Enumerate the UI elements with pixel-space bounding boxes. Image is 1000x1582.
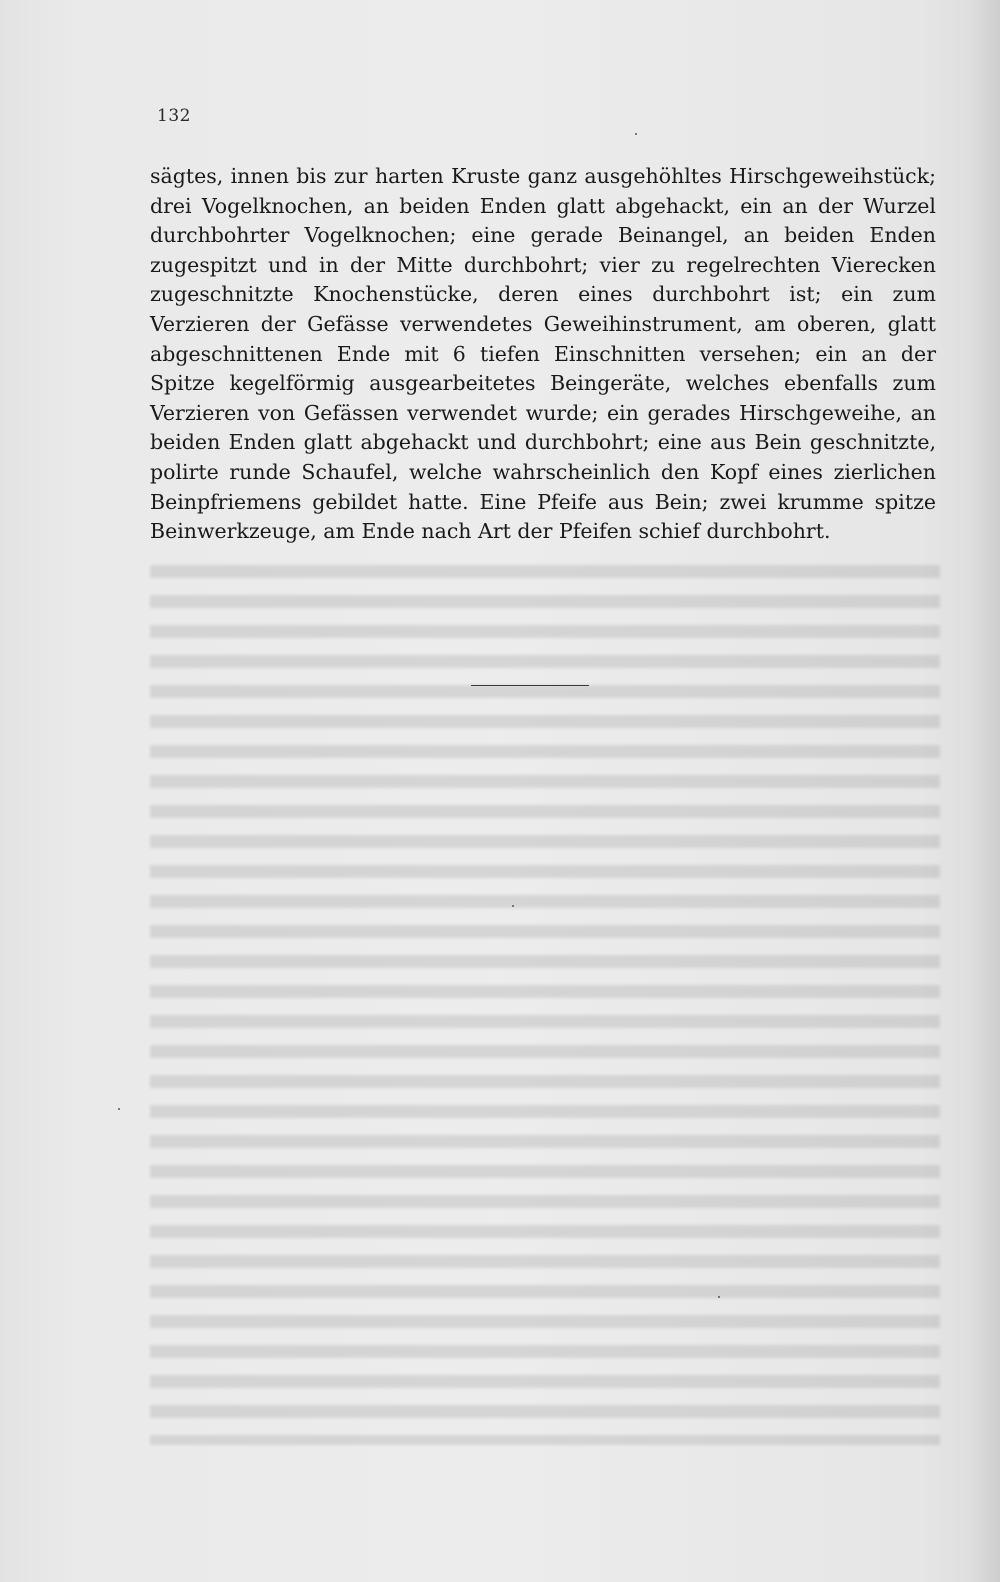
paper-speck [718,1296,720,1298]
bleed-through-shadow [150,565,940,1445]
body-text [150,162,936,547]
paper-speck [512,905,514,907]
body-paragraph: sägtes, innen bis zur harten Kruste ganz ausgehöhltes Hirschgeweihstück; drei Vogelknochen, an beiden Enden glatt abgehackt, ein an der Wurzel durchbohrter Vogelknochen; eine gerade Beinangel, an beiden Enden zugespitzt und in der Mitte durchbohrt; vier zu regelrechten Vierecken zugeschnitzte Knochenstücke, deren eines durchbohrt ist; ein zum Verzieren der Gefässe verwendetes Geweihinstrument, am oberen, glatt abgeschnittenen Ende mit 6 tiefen Einschnitten versehen; ein an der Spitze kegelförmig ausgearbeitetes Beingeräte, welches ebenfalls zum Verzieren von Gefässen verwendet wurde; ein gerades Hirschgeweihe, an beiden Enden glatt abgehackt und durchbohrt; eine aus Bein geschnitzte, polirte runde Schaufel, welche wahrscheinlich den Kopf eines zierlichen Beinpfriemens gebildet hatte. Eine Pfeife aus Bein; zwei krumme spitze Beinwerkzeuge, am Ende nach Art der Pfeifen schief durchbohrt. [150,164,936,544]
page-edge-shadow [970,0,1000,1582]
paper-speck [118,1108,120,1110]
page-number: 132 [157,106,191,126]
paper-speck [635,133,637,135]
section-divider-line [471,685,589,686]
